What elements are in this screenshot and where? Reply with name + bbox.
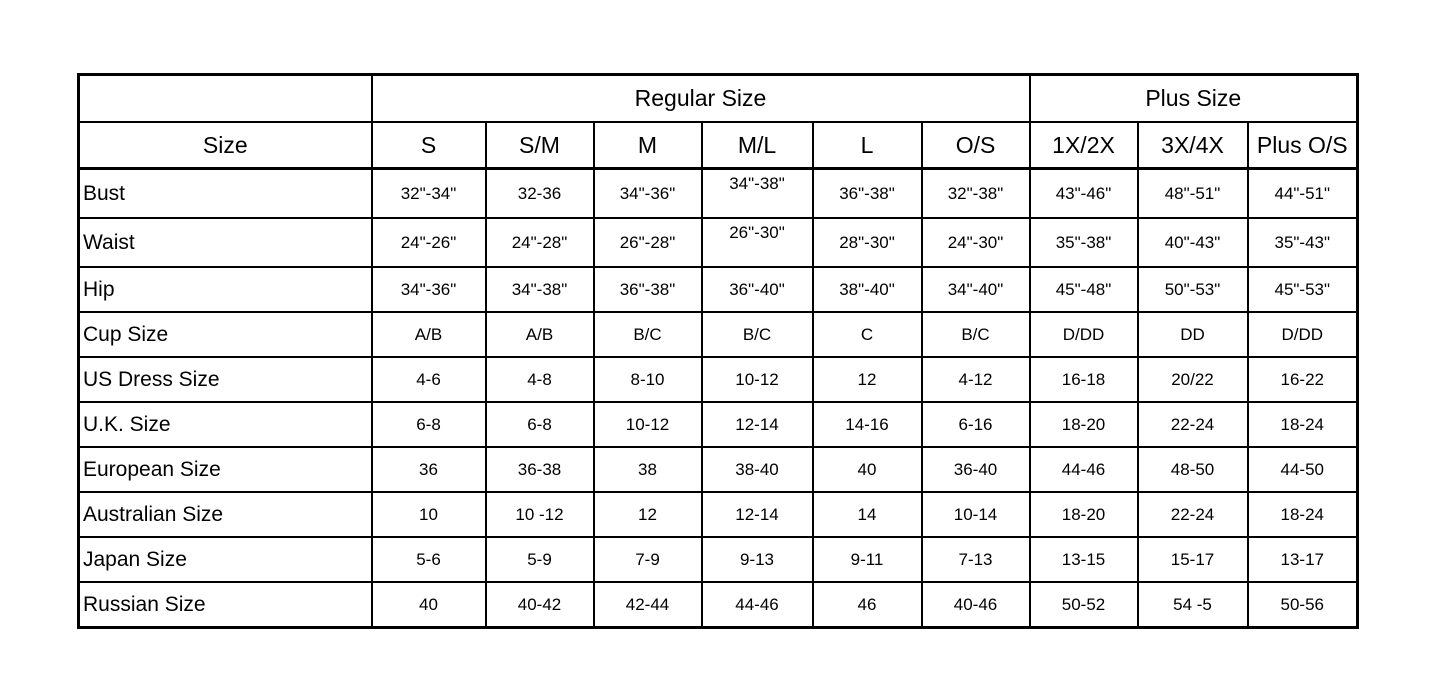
column-header-m-l: M/L xyxy=(702,122,813,169)
table-cell: 44-46 xyxy=(702,582,813,628)
row-label: Waist xyxy=(79,218,372,267)
table-cell: 40-42 xyxy=(486,582,594,628)
table-cell: 4-12 xyxy=(922,357,1030,402)
table-cell: A/B xyxy=(372,312,486,357)
table-cell: 28"-30" xyxy=(813,218,922,267)
table-cell: 35"-43" xyxy=(1248,218,1358,267)
table-cell: 40-46 xyxy=(922,582,1030,628)
table-cell: 32"-34" xyxy=(372,169,486,219)
table-cell: 44-50 xyxy=(1248,447,1358,492)
table-cell: 45"-53" xyxy=(1248,267,1358,312)
table-cell: 6-8 xyxy=(372,402,486,447)
table-cell: 12-14 xyxy=(702,402,813,447)
table-cell: 38"-40" xyxy=(813,267,922,312)
table-cell: 44"-51" xyxy=(1248,169,1358,219)
table-cell: 36"-38" xyxy=(594,267,702,312)
row-label: Russian Size xyxy=(79,582,372,628)
table-cell: 34"-36" xyxy=(372,267,486,312)
table-cell: 46 xyxy=(813,582,922,628)
group-header-plus-size: Plus Size xyxy=(1030,75,1358,123)
table-cell: 54 -5 xyxy=(1138,582,1248,628)
column-header-s-m: S/M xyxy=(486,122,594,169)
table-row xyxy=(79,169,1358,219)
table-cell: 5-9 xyxy=(486,537,594,582)
table-cell: 22-24 xyxy=(1138,492,1248,537)
group-header-row xyxy=(79,75,1358,123)
column-header-size: Size xyxy=(79,122,372,169)
table-row xyxy=(79,357,1358,402)
table-cell: 7-13 xyxy=(922,537,1030,582)
table-cell: 48-50 xyxy=(1138,447,1248,492)
column-header-row xyxy=(79,122,1358,169)
table-cell: A/B xyxy=(486,312,594,357)
column-header-o-s: O/S xyxy=(922,122,1030,169)
table-row xyxy=(79,537,1358,582)
table-cell: 14 xyxy=(813,492,922,537)
table-cell: 48"-51" xyxy=(1138,169,1248,219)
table-cell: D/DD xyxy=(1248,312,1358,357)
table-cell: 20/22 xyxy=(1138,357,1248,402)
column-header-plus-o-s: Plus O/S xyxy=(1248,122,1358,169)
table-cell: 42-44 xyxy=(594,582,702,628)
table-cell: 22-24 xyxy=(1138,402,1248,447)
table-row xyxy=(79,402,1358,447)
table-cell: 34"-38" xyxy=(702,169,813,219)
table-cell: 36-40 xyxy=(922,447,1030,492)
table-cell: 9-13 xyxy=(702,537,813,582)
table-cell: 44-46 xyxy=(1030,447,1138,492)
column-header-s: S xyxy=(372,122,486,169)
table-cell: 16-22 xyxy=(1248,357,1358,402)
table-cell: B/C xyxy=(594,312,702,357)
table-cell: 8-10 xyxy=(594,357,702,402)
table-cell: 12 xyxy=(594,492,702,537)
table-cell: 50-56 xyxy=(1248,582,1358,628)
table-cell: 7-9 xyxy=(594,537,702,582)
table-cell: 13-17 xyxy=(1248,537,1358,582)
table-cell: 45"-48" xyxy=(1030,267,1138,312)
row-label: Hip xyxy=(79,267,372,312)
table-cell: 4-6 xyxy=(372,357,486,402)
table-row xyxy=(79,218,1358,267)
table-cell: B/C xyxy=(702,312,813,357)
table-cell: 26"-28" xyxy=(594,218,702,267)
table-cell: 18-20 xyxy=(1030,492,1138,537)
table-cell: 18-24 xyxy=(1248,402,1358,447)
table-cell: 35"-38" xyxy=(1030,218,1138,267)
table-cell: 10-14 xyxy=(922,492,1030,537)
table-cell: 16-18 xyxy=(1030,357,1138,402)
table-cell: 24"-30" xyxy=(922,218,1030,267)
table-cell: 36"-38" xyxy=(813,169,922,219)
table-row xyxy=(79,447,1358,492)
table-cell: 34"-40" xyxy=(922,267,1030,312)
table-cell: 15-17 xyxy=(1138,537,1248,582)
table-cell: 36-38 xyxy=(486,447,594,492)
row-label: Australian Size xyxy=(79,492,372,537)
table-cell: 10-12 xyxy=(702,357,813,402)
table-cell: 12-14 xyxy=(702,492,813,537)
corner-cell xyxy=(79,75,372,123)
table-cell: DD xyxy=(1138,312,1248,357)
table-cell: 36"-40" xyxy=(702,267,813,312)
table-row xyxy=(79,582,1358,628)
table-cell: 38 xyxy=(594,447,702,492)
column-header-3x-4x: 3X/4X xyxy=(1138,122,1248,169)
group-header-regular-size: Regular Size xyxy=(372,75,1030,123)
table-cell: 24"-28" xyxy=(486,218,594,267)
table-cell: C xyxy=(813,312,922,357)
row-label: European Size xyxy=(79,447,372,492)
table-cell: 4-8 xyxy=(486,357,594,402)
table-cell: 18-24 xyxy=(1248,492,1358,537)
column-header-l: L xyxy=(813,122,922,169)
row-label: Bust xyxy=(79,169,372,219)
table-cell: 50"-53" xyxy=(1138,267,1248,312)
table-cell: 40"-43" xyxy=(1138,218,1248,267)
table-cell: 26"-30" xyxy=(702,218,813,267)
table-cell: 12 xyxy=(813,357,922,402)
table-cell: D/DD xyxy=(1030,312,1138,357)
table-cell: 6-8 xyxy=(486,402,594,447)
table-cell: 50-52 xyxy=(1030,582,1138,628)
table-cell: 10-12 xyxy=(594,402,702,447)
table-row xyxy=(79,312,1358,357)
table-body xyxy=(79,169,1358,628)
table-cell: 10 -12 xyxy=(486,492,594,537)
row-label: U.K. Size xyxy=(79,402,372,447)
size-chart-table xyxy=(77,73,1359,629)
table-cell: 32-36 xyxy=(486,169,594,219)
table-cell: 32"-38" xyxy=(922,169,1030,219)
table-cell: 43"-46" xyxy=(1030,169,1138,219)
column-header-1x-2x: 1X/2X xyxy=(1030,122,1138,169)
table-cell: 18-20 xyxy=(1030,402,1138,447)
table-cell: 14-16 xyxy=(813,402,922,447)
table-cell: 34"-38" xyxy=(486,267,594,312)
table-row xyxy=(79,267,1358,312)
table-cell: 9-11 xyxy=(813,537,922,582)
table-cell: 40 xyxy=(813,447,922,492)
table-cell: 36 xyxy=(372,447,486,492)
table-cell: 5-6 xyxy=(372,537,486,582)
table-cell: 40 xyxy=(372,582,486,628)
table-cell: B/C xyxy=(922,312,1030,357)
table-cell: 38-40 xyxy=(702,447,813,492)
column-header-m: M xyxy=(594,122,702,169)
table-row xyxy=(79,492,1358,537)
row-label: US Dress Size xyxy=(79,357,372,402)
table-cell: 34"-36" xyxy=(594,169,702,219)
table-cell: 6-16 xyxy=(922,402,1030,447)
table-cell: 10 xyxy=(372,492,486,537)
row-label: Cup Size xyxy=(79,312,372,357)
table-cell: 13-15 xyxy=(1030,537,1138,582)
row-label: Japan Size xyxy=(79,537,372,582)
table-cell: 24"-26" xyxy=(372,218,486,267)
